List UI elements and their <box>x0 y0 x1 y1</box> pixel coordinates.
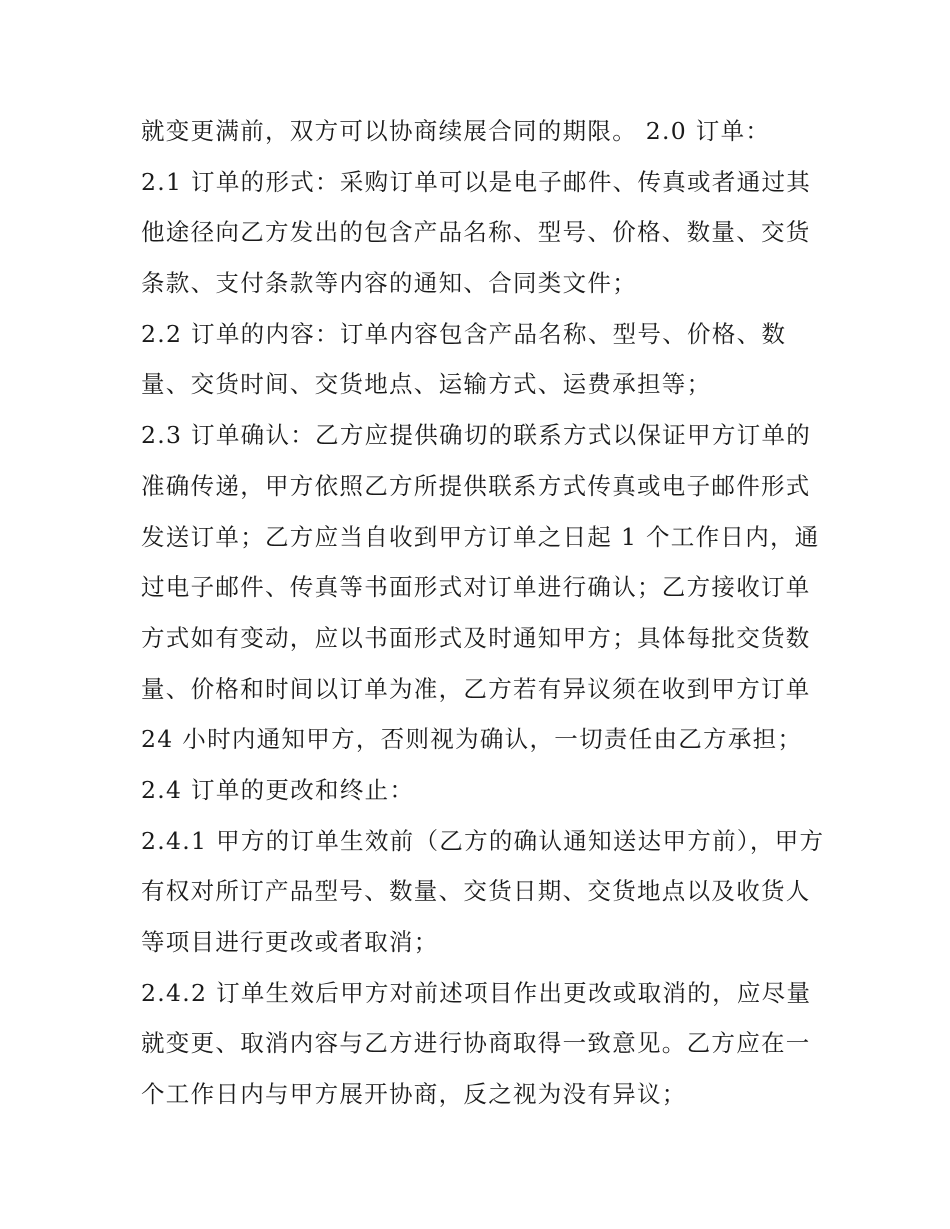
text-line: 量、交货时间、交货地点、运输方式、运费承担等； <box>141 370 712 399</box>
text-line: 24 小时内通知甲方，否则视为确认，一切责任由乙方承担； <box>141 725 803 754</box>
text-line: 个工作日内与甲方展开协商，反之视为没有异议； <box>141 1080 687 1109</box>
text-line: 2.1 订单的形式：采购订单可以是电子邮件、传真或者通过其 <box>141 167 812 196</box>
text-line: 2.4.2 订单生效后甲方对前述项目作出更改或取消的，应尽量 <box>141 978 812 1007</box>
text-line: 方式如有变动，应以书面形式及时通知甲方；具体每批交货数 <box>141 623 811 652</box>
text-line: 2.4 订单的更改和终止： <box>141 775 415 804</box>
text-line: 有权对所订产品型号、数量、交货日期、交货地点以及收货人 <box>141 877 811 906</box>
text-line: 就变更满前，双方可以协商续展合同的期限。 2.0 订单： <box>141 117 771 145</box>
text-line: 等项目进行更改或者取消； <box>141 928 439 956</box>
text-line: 准确传递，甲方依照乙方所提供联系方式传真或电子邮件形式 <box>141 471 811 500</box>
text-line: 过电子邮件、传真等书面形式对订单进行确认；乙方接收订单 <box>141 573 811 602</box>
text-line: 就变更、取消内容与乙方进行协商取得一致意见。乙方应在一 <box>141 1029 811 1058</box>
text-line: 2.3 订单确认：乙方应提供确切的联系方式以保证甲方订单的 <box>141 421 812 450</box>
text-line: 量、价格和时间以订单为准，乙方若有异议须在收到甲方订单 <box>141 674 811 703</box>
document-body <box>141 106 831 1120</box>
text-line: 2.2 订单的内容：订单内容包含产品名称、型号、价格、数 <box>141 319 787 348</box>
text-line: 发送订单；乙方应当自收到甲方订单之日起 1 个工作日内，通 <box>141 522 820 551</box>
text-line: 2.4.1 甲方的订单生效前（乙方的确认通知送达甲方前），甲方 <box>141 826 825 855</box>
text-line: 条款、支付条款等内容的通知、合同类文件； <box>141 269 637 298</box>
text-line: 他途径向乙方发出的包含产品名称、型号、价格、数量、交货 <box>141 218 811 247</box>
